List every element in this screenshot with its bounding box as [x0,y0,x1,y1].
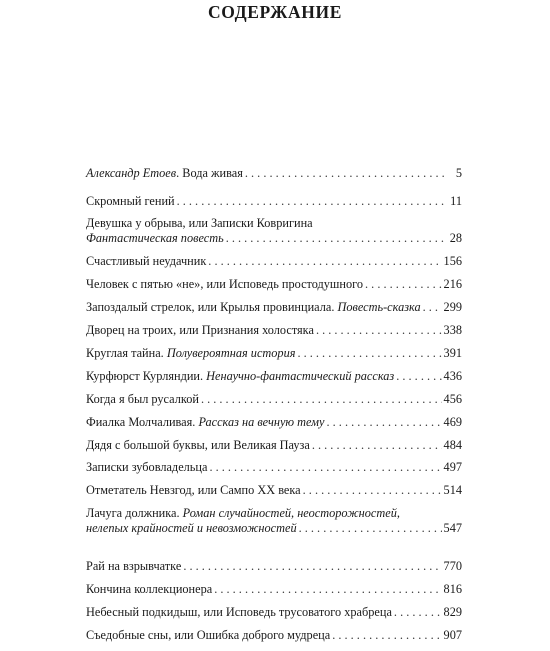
toc-entry-title: Рай на взрывчатке [86,559,182,574]
toc-entry-title: Скромный гений [86,193,175,208]
toc-entry[interactable] [86,582,462,605]
toc-entry-page: 11 [450,193,462,208]
toc-entry-title: Запоздалый стрелок, или Крылья провинциала. [86,300,335,315]
toc-entry[interactable] [86,254,462,277]
toc-entry[interactable] [86,506,462,559]
toc-entry-page: 547 [443,521,462,536]
toc-entry[interactable] [86,460,462,483]
toc-entry-title: Дядя с большой буквы, или Великая Пауза [86,437,310,452]
leader-dots [312,438,442,453]
toc-entry-title: Человек с пятью «не», или Исповедь простодушного [86,277,364,292]
toc-entry[interactable] [86,605,462,628]
toc-entry[interactable] [86,277,462,300]
leader-dots [394,605,442,620]
toc-entry-title: Круглая тайна. [86,345,164,360]
toc-entry-page: 338 [443,323,462,338]
leader-dots [297,346,441,361]
leader-dots [423,300,442,315]
toc-entry[interactable] [86,216,462,254]
leader-dots [327,415,442,430]
toc-entry-page: 391 [443,345,462,360]
toc-entry-page: 484 [443,437,462,452]
toc-entry-subtitle: Ненаучно-фантастический рассказ [206,368,395,383]
leader-dots [365,277,442,292]
toc-entry-page: 829 [443,604,462,619]
toc-entry-title: Кончина коллекционера [86,582,213,597]
toc-entry-page: 497 [443,460,462,475]
toc-entry[interactable] [86,483,462,506]
toc-entry-title: Курфюрст Курляндии. [86,368,204,383]
toc-entry-title: Съедобные сны, или Ошибка доброго мудреца [86,627,331,642]
leader-dots [332,628,441,643]
toc-entry-page: 469 [443,414,462,429]
toc-entry-subtitle: Фантастическая повесть [86,231,224,246]
toc-entry-page: 5 [455,166,462,180]
toc-entry[interactable] [86,194,462,217]
toc-entry[interactable] [86,559,462,582]
toc-entry-page: 28 [449,231,462,246]
toc-entry-title: Когда я был русалкой [86,391,199,406]
toc-entry-title: Фиалка Молчаливая. [86,414,196,429]
leader-dots [226,231,444,246]
toc-entry-title-text: . Вода живая [176,166,243,180]
leader-dots [183,559,441,574]
toc-entry[interactable] [86,628,462,651]
toc-entry-subtitle: Полувероятная история [166,345,296,360]
toc-entry-title: Отметатель Невзгод, или Сампо XX века [86,483,301,498]
toc-entry-page: 299 [443,300,462,315]
leader-dots [208,254,441,269]
toc-entry-page: 907 [443,627,462,642]
toc-entry-subtitle: Повесть-сказка [337,300,421,315]
toc-entry[interactable] [86,392,462,415]
toc-entry[interactable] [86,369,462,392]
toc-entry[interactable] [86,346,462,369]
leader-dots [316,323,442,338]
leader-dots [201,392,442,407]
leader-dots [177,194,444,209]
toc-entry-title: Небесный подкидыш, или Исповедь трусоватого храбреца [86,604,392,619]
toc-entry-author: Александр Етоев [86,166,177,180]
toc-entry-subtitle: нелепых крайностей и невозможностей [86,521,297,536]
leader-dots [396,369,441,384]
toc-entry-page: 514 [443,483,462,498]
leader-dots [299,521,442,536]
toc-entry-page: 156 [443,254,462,269]
toc-entry-page: 436 [443,368,462,383]
toc-entry[interactable] [86,438,462,461]
leader-dots [303,483,442,498]
toc-entry-title: Счастливый неудачник [86,254,207,269]
toc-entry-page: 816 [443,582,462,597]
leader-dots [214,582,441,597]
toc-entry[interactable] [86,323,462,346]
toc-entry[interactable] [86,300,462,323]
toc-entry-subtitle: Рассказ на вечную тему [198,414,325,429]
toc-entry-title [86,166,243,181]
toc-entry[interactable] [86,415,462,438]
toc-entry-title: Лачуга должника. [86,506,180,521]
toc-entry-subtitle-line1: Роман случайностей, неосторожностей, [182,506,400,521]
table-of-contents [86,166,462,651]
toc-entry-title: Девушка у обрыва, или Записки Ковригина [86,216,313,231]
leader-dots [245,166,444,181]
toc-entry-title: Записки зубовладельца [86,460,208,475]
toc-entry-page: 770 [443,559,462,574]
page-title: СОДЕРЖАНИЕ [207,2,342,22]
leader-dots [209,460,441,475]
toc-entry[interactable] [86,166,462,194]
toc-entry-page: 216 [443,277,462,292]
toc-entry-page: 456 [443,391,462,406]
toc-entry-title: Дворец на троих, или Признания холостяка [86,323,314,338]
